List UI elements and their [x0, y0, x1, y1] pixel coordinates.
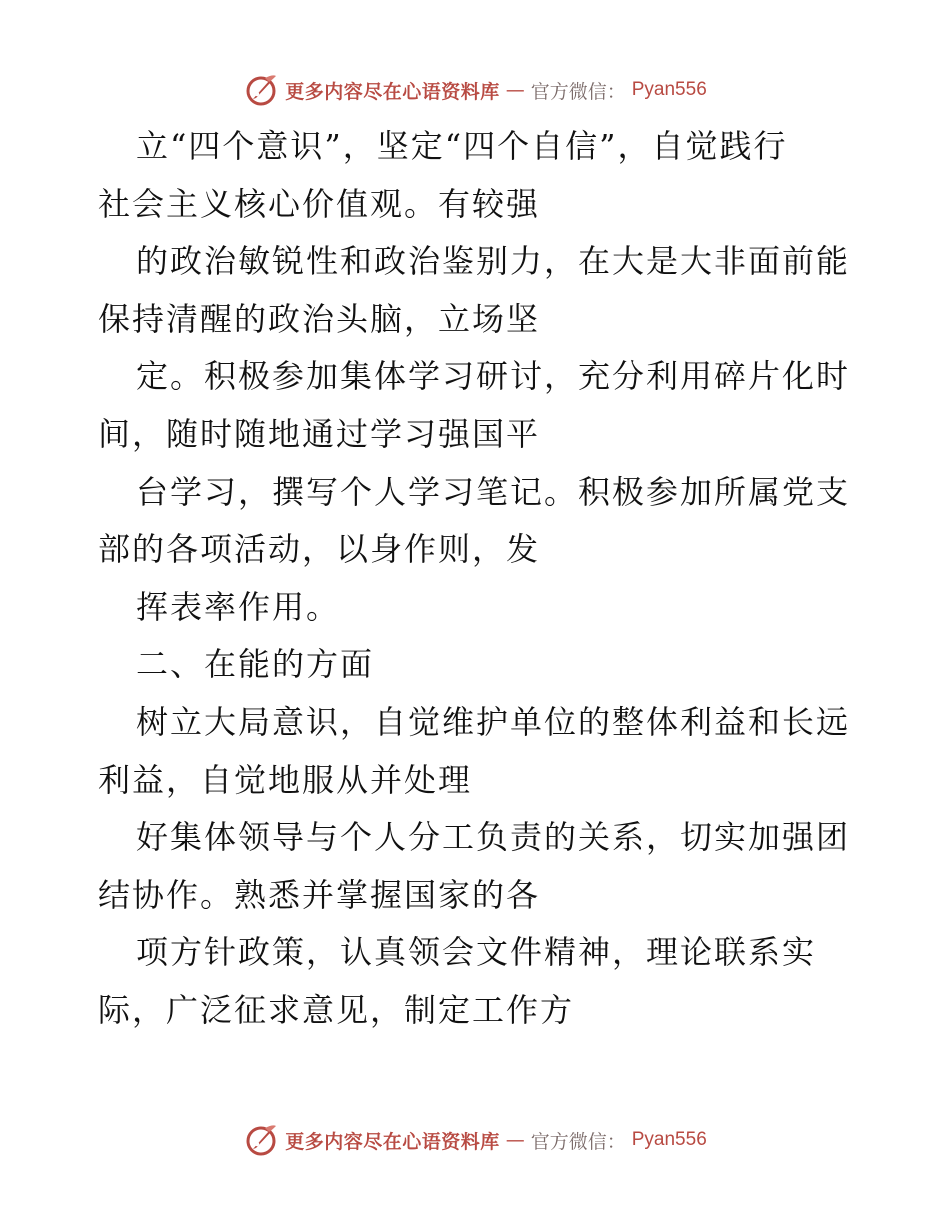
text-line: 好集体领导与个人分工负责的关系，切实加强团 — [136, 818, 851, 857]
banner-wechat-label: 官方微信： — [530, 1130, 626, 1153]
banner-wechat-id: Pyan556 — [631, 79, 707, 100]
banner-wechat-id: Pyan556 — [631, 1129, 707, 1150]
header-banner — [0, 70, 950, 110]
text-line: 立“四个意识”，坚定“四个自信”，自觉践行 — [136, 127, 788, 165]
banner-site-text: 更多内容尽在心语资料库 — [285, 80, 500, 103]
document-body — [98, 118, 858, 1040]
text-line: 挥表率作用。 — [136, 587, 341, 626]
banner-dash: — — [505, 1129, 525, 1151]
banner-wechat-label: 官方微信： — [530, 80, 626, 103]
text-line: 利益，自觉地服从并处理 — [98, 760, 473, 799]
text-line: 间，随时随地通过学习强国平 — [98, 414, 541, 453]
quill-logo-icon — [243, 1122, 279, 1158]
text-line: 结协作。熟悉并掌握国家的各 — [98, 875, 541, 914]
section-heading: 二、在能的方面 — [136, 645, 375, 684]
text-line: 台学习，撰写个人学习笔记。积极参加所属党支 — [136, 472, 851, 511]
text-line: 保持清醒的政治头脑，立场坚 — [98, 299, 541, 338]
quill-logo-icon — [243, 72, 279, 108]
banner-site-text: 更多内容尽在心语资料库 — [285, 1130, 500, 1153]
text-line: 项方针政策，认真领会文件精神，理论联系实 — [136, 933, 817, 972]
banner-dash: — — [505, 79, 525, 101]
footer-banner — [0, 1120, 950, 1160]
text-line: 部的各项活动，以身作则，发 — [98, 530, 541, 569]
text-line: 社会主义核心价值观。有较强 — [98, 184, 541, 223]
text-line: 的政治敏锐性和政治鉴别力，在大是大非面前能 — [136, 242, 851, 281]
text-line: 树立大局意识，自觉维护单位的整体利益和长远 — [136, 702, 851, 741]
text-line: 定。积极参加集体学习研讨，充分利用碎片化时 — [136, 357, 851, 396]
text-line: 际，广泛征求意见，制定工作方 — [98, 990, 575, 1029]
